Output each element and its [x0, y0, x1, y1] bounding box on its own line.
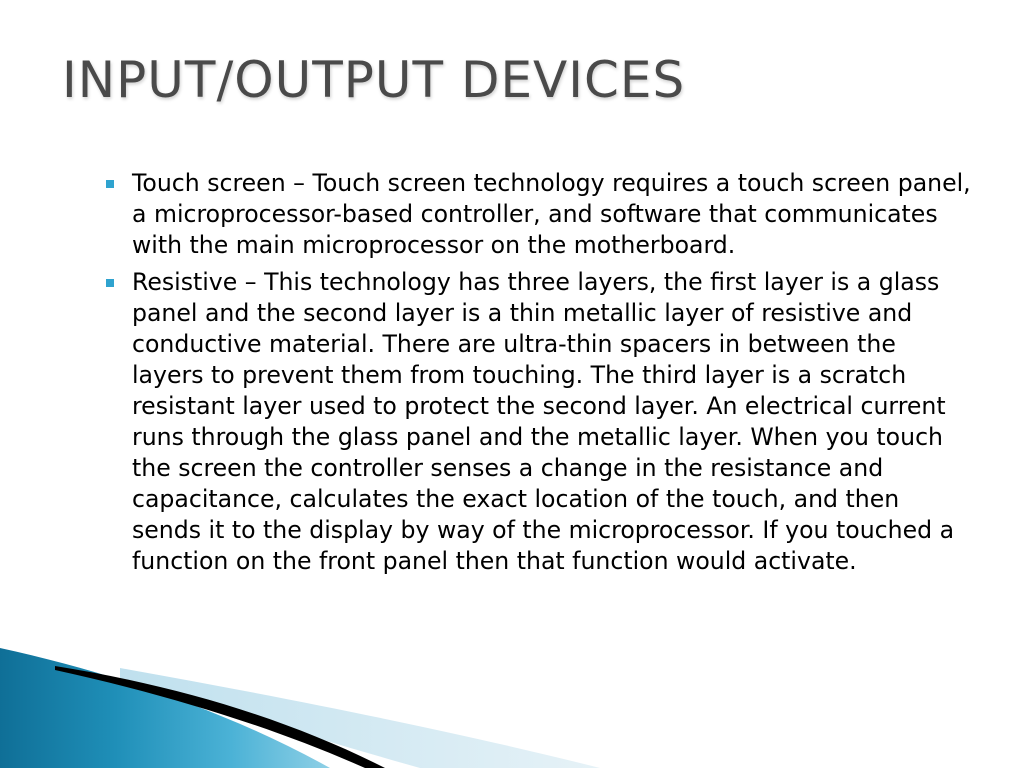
- slide-title: INPUT/OUTPUT DEVICES: [62, 51, 686, 109]
- bullet-text: Resistive – This technology has three layers, the first layer is a glass panel and the second layer is a thin metallic layer of resistive and conductive material. There are ultra-thin spacers in between the layers to prevent them from touching. The third layer is a scratch resistant layer used to protect the second layer. An electrical current runs through the glass panel and the metallic layer. When you touch the screen the controller senses a change in the resistance and capacitance, calculates the exact location of the touch, and then sends it to the display by way of the microprocessor. If you touched a function on the front panel then that function would activate.: [132, 268, 955, 575]
- bullet-text: Touch screen – Touch screen technology requires a touch screen panel, a microprocessor-based controller, and software that communicates with the main microprocessor on the motherboard.: [132, 169, 971, 259]
